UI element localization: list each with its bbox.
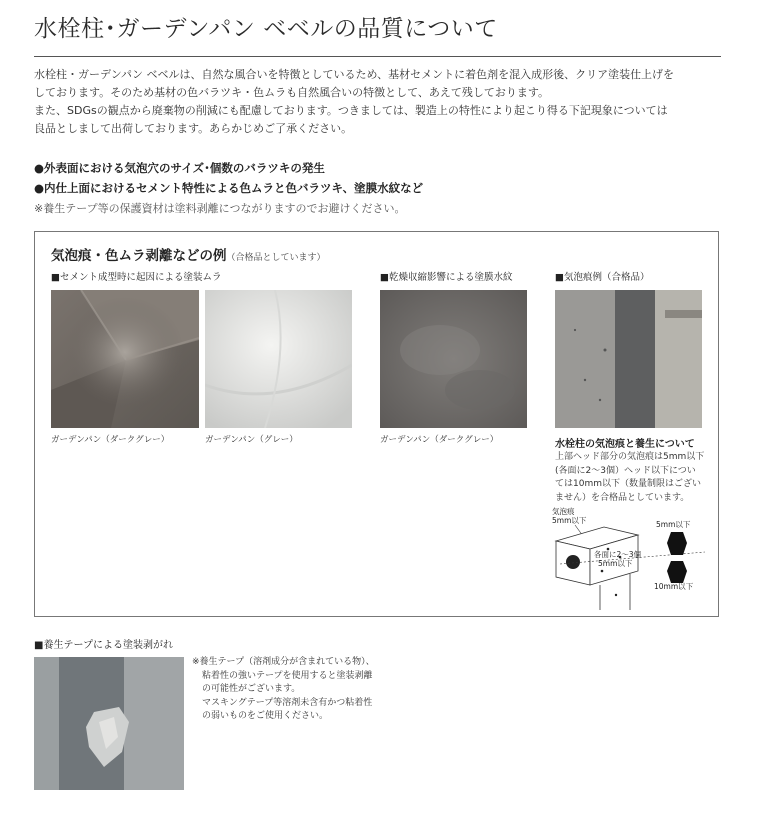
- tape-peeling-title: ■養生テープによる塗装剥がれ: [34, 640, 173, 651]
- page-title: 水栓柱･ガーデンパン ベベルの品質について: [34, 16, 498, 42]
- intro-line-1: 水栓柱・ガーデンパン ベベルは、自然な風合いを特徴としているため、基材セメントに着色剤を混入成形後、クリア塗装仕上げを: [34, 68, 675, 81]
- photo-water-ripple: [380, 290, 527, 428]
- caption-photo-3: ガーデンパン（ダークグレー）: [380, 435, 499, 445]
- bubble-text-line-2: (各面に2～3個）ヘッド以下につい: [555, 465, 696, 476]
- bubble-text-line-1: 上部ヘッド部分の気泡痕は5mm以下: [555, 452, 705, 462]
- caption-photo-2: ガーデンパン（グレー）: [205, 435, 298, 445]
- section-coating-unevenness-title: ■セメント成型時に起因による塗装ムラ: [51, 272, 222, 283]
- tape-text-line-5: の弱いものをご使用ください。: [202, 711, 329, 721]
- photo-bubble-marks: [555, 290, 702, 428]
- title-divider: [34, 56, 721, 57]
- diagram-label-each-face: 各面に2～3個: [594, 550, 642, 559]
- diagram-label-right-bottom: 10mm以下: [654, 582, 694, 591]
- photo-gardenpan-gray: [205, 290, 352, 428]
- tape-text-line-4: マスキングテープ等溶剤未含有かつ粘着性: [202, 697, 373, 708]
- examples-heading: [51, 244, 326, 264]
- faucet-post-diagram: [540, 505, 710, 615]
- bubble-text-line-3: ては10mm以下（数量制限はござい: [555, 479, 701, 489]
- bullet-color-unevenness: ●内仕上面におけるセメント特性による色ムラと色バラツキ、塗膜水紋など: [34, 181, 424, 195]
- photo-gardenpan-dark-gray: [51, 290, 199, 428]
- diagram-label-right-top: 5mm以下: [656, 520, 691, 529]
- tape-text-line-3: の可能性がございます。: [202, 684, 301, 694]
- tape-text-line-2: 粘着性の強いテープを使用すると塗装剥離: [202, 670, 373, 681]
- intro-line-4: 良品としまして出荷しております。あらかじめご了承ください。: [34, 122, 353, 135]
- intro-line-2: しております。そのため基材の色バラツキ・色ムラも自然風合いの特徴として、あえて残しております。: [34, 86, 550, 99]
- bubble-marks-title: 水栓柱の気泡痕と養生について: [555, 439, 695, 450]
- tape-peeling-description: [192, 656, 422, 724]
- examples-heading-text: 気泡痕・色ムラ剥離などの例: [51, 248, 227, 264]
- bubble-text-line-4: ません）を合格品としています。: [555, 492, 690, 503]
- diagram-label-bubble: 気泡痕: [552, 507, 575, 516]
- diagram-label-bubble-size: 5mm以下: [552, 516, 587, 525]
- intro-line-3: また、SDGsの観点から廃棄物の削減にも配慮しております。つきましては、製造上の特性により起こり得る下記現象については: [34, 104, 668, 117]
- section-bubble-example-title: ■気泡痕例（合格品）: [555, 272, 650, 283]
- examples-heading-note: （合格品としています）: [226, 253, 326, 263]
- section-water-ripple-title: ■乾燥収縮影響による塗膜水紋: [380, 272, 513, 283]
- caption-photo-1: ガーデンパン（ダークグレー）: [51, 435, 170, 445]
- photo-tape-peeling: [34, 657, 184, 790]
- diagram-label-each-face-size: 5mm以下: [598, 559, 633, 568]
- tape-text-line-1: ※養生テープ（溶剤成分が含まれている物）、: [192, 657, 375, 667]
- bullet-bubble-variation: ●外表面における気泡穴のサイズ･個数のバラツキの発生: [34, 161, 325, 175]
- tape-caution-note: ※養生テープ等の保護資材は塗料剥離につながりますのでお避けください。: [34, 202, 406, 215]
- bubble-marks-description: [555, 451, 705, 505]
